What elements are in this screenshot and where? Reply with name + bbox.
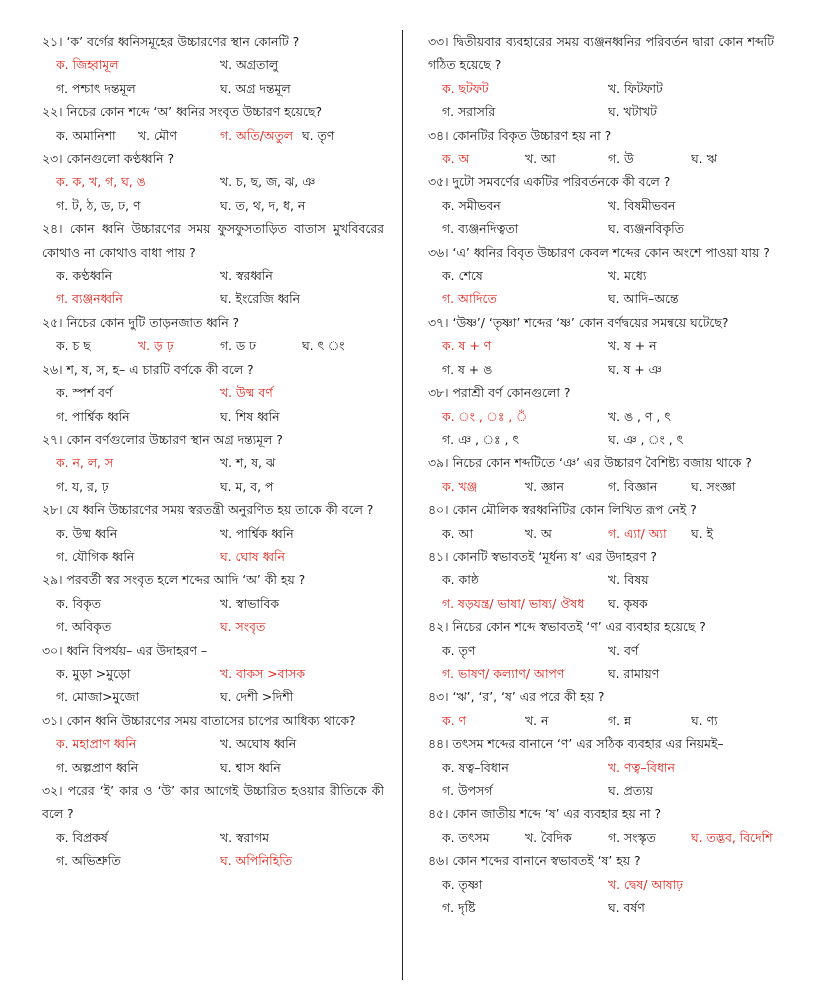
correct-answer-option: ঘ. সংবৃত: [220, 619, 266, 635]
question-1-left: [42, 30, 384, 100]
question-5-left: [42, 311, 384, 358]
answer-option: খ. ফিটফাট: [608, 80, 663, 96]
question-10-right: [428, 615, 774, 685]
question-stem: [428, 849, 774, 872]
correct-answer-option: খ. ড় ঢ়: [138, 338, 174, 354]
answer-option: ঘ. রামায়ণ: [608, 665, 660, 681]
correct-answer-option: খ. ণত্ব–বিধান: [608, 759, 675, 775]
question-text: কোন জাতীয় শব্দে ‘ষ’ এর ব্যবহার হয় না ?: [452, 806, 662, 822]
column-divider: [402, 30, 403, 980]
answer-option: ক. মুড়া >মুড়ো: [56, 665, 131, 681]
question-text: কোন ধ্বনি উচ্চারণের সময় বাতাসের চাপের আধিক্য থাকে?: [66, 712, 356, 728]
question-text: দ্বিতীয়বার ব্যবহারের সময় ব্যঞ্জনধ্বনির পরিবর্তন দ্বারা কোন শব্দটি গঠিত হয়েছে ?: [428, 34, 774, 73]
answer-options: [428, 264, 774, 311]
correct-answer-option: গ. অতি/অতুল: [220, 127, 294, 143]
answer-option: ঘ. ষ + ঞ: [608, 361, 662, 377]
answer-option: গ. মোজা>মুজো: [56, 689, 140, 705]
question-stem: [428, 311, 774, 334]
correct-answer-option: ক. ন, ল, স: [56, 455, 114, 471]
correct-answer-option: খ. উষ্ম বর্ণ: [220, 385, 273, 401]
question-text: কোনটির বিকৃত উচ্চারণ হয় না ?: [452, 127, 612, 143]
question-3-left: [42, 147, 384, 217]
answer-option: গ. সংস্কৃত: [608, 829, 656, 845]
question-number: ৩৬।: [428, 244, 449, 260]
question-number: ৩১।: [42, 712, 63, 728]
answer-option: খ. মধ্যে: [608, 268, 647, 284]
question-13-right: [428, 802, 774, 849]
correct-answer-option: গ. এ্যা/ অ্যা: [608, 525, 667, 541]
answer-options: [428, 147, 774, 170]
question-number: ২৫।: [42, 314, 63, 330]
question-8-right: [428, 498, 774, 545]
answer-option: ঘ. অগ্র দন্তমূল: [220, 80, 291, 96]
answer-option: ঘ. প্রত্যয়: [608, 783, 653, 798]
question-text: নিচের কোন শব্দে স্বভাবতই ‘ণ’ এর ব্যবহার হয়েছে ?: [452, 619, 706, 635]
question-stem: [42, 30, 384, 53]
answer-options: [42, 522, 384, 569]
question-number: ২৯।: [42, 572, 63, 588]
answer-option: ক. ষত্ব–বিধান: [442, 759, 509, 775]
question-6-left: [42, 358, 384, 428]
answer-options: [42, 264, 384, 311]
question-number: ৩৮।: [428, 385, 449, 401]
question-number: ৪৬।: [428, 853, 449, 869]
question-number: ৩০।: [42, 642, 63, 658]
answer-option: খ. স্বাভাবিক: [220, 595, 280, 611]
answer-options: [428, 522, 774, 545]
question-text: পরাশ্রী বর্ণ কোনগুলো ?: [452, 385, 571, 401]
answer-options: [42, 826, 384, 873]
question-number: ৩৪।: [428, 127, 449, 143]
answer-options: [42, 53, 384, 100]
question-5-right: [428, 311, 774, 381]
answer-option: খ. বিষমীভবন: [608, 197, 676, 213]
question-stem: [428, 30, 774, 77]
answer-option: ক. সমীভবন: [442, 197, 501, 213]
answer-option: ঘ. ম, ব, প: [220, 478, 274, 494]
correct-answer-option: খ. বাকস >বাসক: [220, 665, 306, 681]
answer-options: [42, 334, 384, 357]
question-text: পরের ‘ই’ কার ও ‘উ’ কার আগেই উচ্চারিত হওয়ার রীতিকে কী বলে ?: [42, 783, 384, 822]
correct-answer-option: খ. দ্বেষ/ আষাঢ়: [608, 876, 683, 892]
question-stem: [428, 124, 774, 147]
answer-option: খ. স্বরধ্বনি: [220, 268, 273, 284]
question-number: ৩৯।: [428, 455, 449, 471]
answer-option: গ. উপসর্গ: [442, 783, 493, 798]
question-stem: [42, 568, 384, 591]
answer-option: ঘ. কৃষক: [608, 595, 648, 611]
question-stem: [42, 779, 384, 826]
correct-answer-option: ঘ. ঘোষ ধ্বনি: [220, 548, 285, 564]
question-text: ‘ক’ বর্গের ধ্বনিসমূহের উচ্চারণের স্থান কোনটি ?: [66, 34, 300, 49]
question-number: ৪৩।: [428, 689, 449, 705]
answer-options: [42, 732, 384, 779]
answer-option: ক. কণ্ঠধ্বনি: [56, 268, 113, 284]
answer-options: [428, 475, 774, 498]
answer-option: ঘ. শিষ ধ্বনি: [220, 408, 280, 424]
answer-options: [42, 124, 384, 147]
answer-option: গ. য, র, ঢ়: [56, 478, 109, 494]
correct-answer-option: ক. ছটফট: [442, 80, 489, 96]
question-number: ৩৩।: [428, 34, 449, 49]
correct-answer-option: ক. খঞ্জ: [442, 478, 478, 494]
answer-option: গ. পার্শ্বিক ধ্বনি: [56, 408, 130, 424]
question-11-right: [428, 685, 774, 732]
answer-option: ক. বিকৃত: [56, 595, 101, 611]
question-number: ২৬।: [42, 361, 63, 377]
question-12-left: [42, 779, 384, 873]
correct-answer-option: ক. ং , ঃ , ঁ: [442, 408, 528, 424]
answer-option: খ. আ: [525, 151, 556, 167]
question-2-left: [42, 100, 384, 147]
answer-option: ক. উষ্ম ধ্বনি: [56, 525, 118, 541]
answer-option: ঘ. দেশী >দিশী: [220, 689, 294, 705]
answer-option: গ. সরাসরি: [442, 104, 496, 120]
answer-option: ক. শেষে: [442, 268, 483, 284]
question-number: ২২।: [42, 104, 63, 120]
question-text: ‘এ’ ধ্বনির বিবৃত উচ্চারণ কেবল শব্দের কোন অংশে পাওয়া যায় ?: [452, 244, 770, 260]
question-number: ৩২।: [42, 783, 63, 798]
question-4-left: [42, 217, 384, 311]
question-text: শ, ষ, স, হ– এ চারটি বর্ণকে কী বলে ?: [66, 361, 254, 377]
answer-option: খ. স্বরাগম: [220, 829, 269, 845]
question-stem: [428, 545, 774, 568]
answer-option: ক. তৃণ: [442, 642, 476, 658]
answer-option: খ. পার্শ্বিক ধ্বনি: [220, 525, 294, 541]
question-14-right: [428, 849, 774, 919]
question-text: ‘উষ্ণ’/ ‘তৃষ্ণা’ শব্দের ‘ষ্ণ’ কোন বর্ণদ্বয়ের সমন্বয়ে ঘটেছে?: [452, 314, 729, 330]
question-number: ২৩।: [42, 151, 63, 167]
question-text: দুটো সমবর্ণের একটির পরিবর্তনকে কী বলে ?: [452, 174, 671, 190]
correct-answer-option: গ. ভাষণ/ কল্যাণ/ আপণ: [442, 665, 565, 681]
answer-options: [42, 451, 384, 498]
question-number: ২৪।: [42, 221, 63, 237]
answer-options: [428, 194, 774, 241]
question-text: নিচের কোন শব্দে ‘অ’ ধ্বনির সংবৃত উচ্চারণ হয়েছে?: [66, 104, 323, 120]
answer-option: ঘ. সংজ্ঞা: [691, 478, 736, 494]
question-text: কোন বর্ণগুলোর উচ্চারণ স্থান অগ্র দন্ত্যমূল ?: [66, 431, 283, 447]
question-text: কোন ধ্বনি উচ্চারণের সময় ফুসফুসতাড়িত বাতাস মুখবিবরের কোথাও না কোথাও বাধা পায় ?: [42, 221, 384, 260]
question-4-right: [428, 241, 774, 311]
question-stem: [428, 498, 774, 521]
answer-options: [428, 568, 774, 615]
answer-option: খ. শ, ষ, ঝ: [220, 455, 276, 471]
answer-option: গ. ড ঢ: [220, 338, 257, 354]
answer-option: গ. বিজ্ঞান: [608, 478, 658, 494]
answer-option: ঘ. ণ্য: [691, 712, 718, 728]
question-text: কোন শব্দের বানানে স্বভাবতই ‘ষ’ হয় ?: [452, 853, 641, 869]
answer-option: খ. অগ্রতালু: [220, 57, 279, 73]
question-stem: [42, 428, 384, 451]
question-6-right: [428, 381, 774, 451]
answer-options: [42, 662, 384, 709]
correct-answer-option: গ. আদিতে: [442, 291, 497, 307]
question-number: ২১।: [42, 34, 63, 49]
question-stem: [42, 358, 384, 381]
correct-answer-option: ক. ষ + ণ: [442, 338, 492, 354]
answer-option: খ. ষ + ন: [608, 338, 657, 354]
question-number: ২৮।: [42, 502, 63, 518]
question-number: ৪২।: [428, 619, 449, 635]
answer-option: ক. তৎসম: [442, 829, 490, 845]
question-stem: [42, 100, 384, 123]
answer-option: খ. অ: [525, 525, 552, 541]
answer-option: খ. অঘোষ ধ্বনি: [220, 736, 297, 752]
answer-option: খ. ঙ , ণ , ৎ: [608, 408, 671, 424]
question-text: ‘ঋ’, ‘র’, ‘ষ’ এর পরে কী হয় ?: [452, 689, 605, 705]
question-text: যে ধ্বনি উচ্চারণের সময় স্বরতন্ত্রী অনুরণিত হয় তাকে কী বলে ?: [66, 502, 374, 518]
question-7-right: [428, 451, 774, 498]
question-stem: [428, 802, 774, 825]
answer-option: গ. দৃষ্টি: [442, 900, 476, 916]
answer-options: [42, 592, 384, 639]
answer-options: [428, 405, 774, 452]
answer-option: গ. ঞ , ঃ , ৎ: [442, 431, 520, 447]
question-stem: [42, 639, 384, 662]
left-question-column: [42, 30, 384, 873]
right-question-column: [428, 30, 774, 919]
question-text: পরবর্তী স্বর সংবৃত হলে শব্দের আদি ‘অ’ কী হয় ?: [66, 572, 306, 588]
answer-option: খ. ন: [525, 712, 549, 728]
answer-option: গ. ট, ঠ, ড, ঢ, ণ: [56, 197, 141, 213]
question-stem: [428, 732, 774, 755]
answer-option: ঘ. ঋ: [691, 151, 717, 167]
answer-options: [428, 709, 774, 732]
question-number: ২৭।: [42, 431, 63, 447]
answer-option: ঘ. ৎ ং: [302, 338, 345, 354]
answer-option: ক. বিপ্রকর্ষ: [56, 829, 108, 845]
question-9-right: [428, 545, 774, 615]
question-9-left: [42, 568, 384, 638]
answer-option: খ. চ, ছ, জ, ঝ, ঞ: [220, 174, 316, 190]
question-7-left: [42, 428, 384, 498]
answer-option: ক. অমানিশা: [56, 127, 116, 143]
question-text: কোনটি স্বভাবতই ‘মূর্ধন্য ষ’ এর উদাহরণ ?: [452, 548, 657, 564]
answer-option: খ. বর্ণ: [608, 642, 639, 658]
question-text: তৎসম শব্দের বানানে ‘ণ’ এর সঠিক ব্যবহার এর নিয়মই–: [452, 736, 724, 752]
answer-option: ঘ. শ্বাস ধ্বনি: [220, 759, 281, 775]
question-11-left: [42, 709, 384, 779]
answer-options: [428, 826, 774, 849]
answer-option: গ. ব্যঞ্জনদিত্বতা: [442, 221, 519, 237]
question-number: ৩৭।: [428, 314, 449, 330]
question-text: কোনগুলো কণ্ঠধ্বনি ?: [66, 151, 175, 167]
question-text: নিচের কোন দুটি তাড়নজাত ধ্বনি ?: [66, 314, 240, 330]
answer-options: [428, 77, 774, 124]
question-number: ৪৫।: [428, 806, 449, 822]
question-8-left: [42, 498, 384, 568]
answer-option: গ. অবিকৃত: [56, 619, 112, 635]
answer-option: ঘ. খটাখট: [608, 104, 657, 120]
question-text: ধ্বনি বিপর্যয়– এর উদাহরণ –: [66, 642, 208, 658]
answer-option: ক. কাষ্ঠ: [442, 572, 479, 588]
answer-option: গ. ন্ন: [608, 712, 632, 728]
answer-option: গ. যৌগিক ধ্বনি: [56, 548, 135, 564]
correct-answer-option: ক. ণ: [442, 712, 467, 728]
answer-option: খ. বৈদিক: [525, 829, 572, 845]
answer-options: [42, 170, 384, 217]
question-1-right: [428, 30, 774, 124]
answer-option: গ. অল্পপ্রাণ ধ্বনি: [56, 759, 139, 775]
correct-answer-option: ঘ. তদ্ভব, বিদেশি: [691, 829, 773, 845]
correct-answer-option: গ. ষড়যন্ত্র/ ভাষা/ ভাষ্য/ ঔষধ: [442, 595, 585, 611]
question-stem: [42, 498, 384, 521]
question-12-right: [428, 732, 774, 802]
question-number: ৪০।: [428, 502, 449, 518]
question-2-right: [428, 124, 774, 171]
answer-option: ক. স্পর্শ বর্ণ: [56, 385, 113, 401]
answer-option: ক. আ: [442, 525, 473, 541]
answer-option: খ. জ্ঞান: [525, 478, 564, 494]
answer-options: [428, 756, 774, 803]
question-3-right: [428, 170, 774, 240]
answer-option: গ. অভিশ্রুতি: [56, 853, 121, 869]
answer-option: ঘ. ই: [691, 525, 713, 541]
question-stem: [42, 709, 384, 732]
answer-option: গ. ষ + ঙ: [442, 361, 493, 377]
answer-option: ক. তৃষ্ণা: [442, 876, 483, 892]
answer-option: ঘ. ইংরেজি ধ্বনি: [220, 291, 301, 307]
question-stem: [428, 381, 774, 404]
answer-option: গ. উ: [608, 151, 634, 167]
answer-option: খ. মৌণ: [138, 127, 177, 143]
answer-option: ঘ. বর্ষণ: [608, 900, 645, 916]
answer-option: গ. পশ্চাৎ দন্তমূল: [56, 80, 136, 96]
question-number: ৪১।: [428, 548, 449, 564]
question-stem: [428, 451, 774, 474]
correct-answer-option: ক. অ: [442, 151, 470, 167]
question-text: নিচের কোন শব্দটিতে ‘ঞ’ এর উচ্চারণ বৈশিষ্ট্য বজায় থাকে ?: [452, 455, 752, 471]
question-stem: [428, 170, 774, 193]
correct-answer-option: ঘ. অপিনিহিতি: [220, 853, 293, 869]
question-10-left: [42, 639, 384, 709]
answer-option: ঘ. ত, থ, দ, ধ, ন: [220, 197, 306, 213]
answer-options: [428, 334, 774, 381]
question-stem: [428, 241, 774, 264]
correct-answer-option: ক. জিহ্বামূল: [56, 57, 119, 73]
question-number: ৩৫।: [428, 174, 449, 190]
correct-answer-option: গ. ব্যঞ্জনধ্বনি: [56, 291, 123, 307]
answer-option: খ. বিষয়: [608, 572, 649, 588]
question-number: ৪৪।: [428, 736, 449, 752]
answer-option: ঘ. আদি–অন্তে: [608, 291, 679, 307]
answer-options: [428, 873, 774, 920]
answer-option: ক. চ ছ: [56, 338, 91, 354]
question-stem: [428, 615, 774, 638]
question-stem: [42, 311, 384, 334]
answer-option: ঘ. ব্যঞ্জনবিকৃতি: [608, 221, 684, 237]
answer-option: ঘ. তৃণ: [302, 127, 335, 143]
answer-options: [42, 381, 384, 428]
correct-answer-option: ক. মহাপ্রাণ ধ্বনি: [56, 736, 137, 752]
correct-answer-option: ক. ক, খ, গ, ঘ, ঙ: [56, 174, 146, 190]
answer-option: ঘ. ঞ , ং , ৎ: [608, 431, 684, 447]
answer-options: [428, 639, 774, 686]
question-stem: [428, 685, 774, 708]
question-stem: [42, 147, 384, 170]
question-stem: [42, 217, 384, 264]
question-text: কোন মৌলিক স্বরধ্বনিটির কোন লিখিত রূপ নেই ?: [452, 502, 697, 518]
